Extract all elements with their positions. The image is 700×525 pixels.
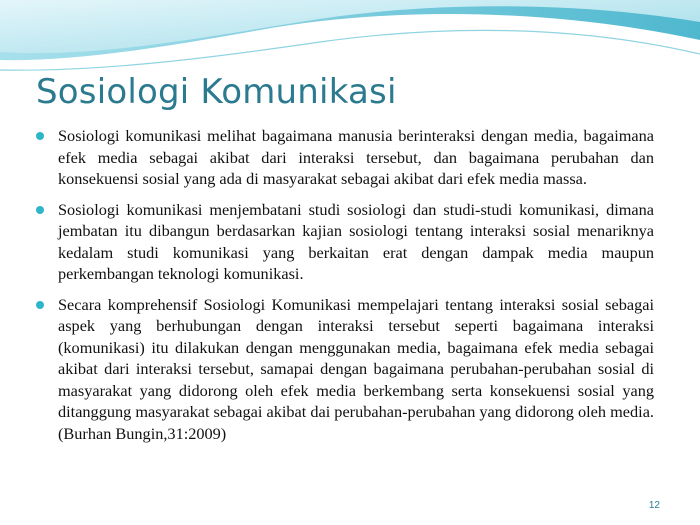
bullet-dot-icon <box>36 301 44 309</box>
bullet-item <box>36 199 654 285</box>
bullet-text: Sosiologi komunikasi melihat bagaimana manusia berinteraksi dengan media, bagaimana efek media sebagai akibat dari interaksi tersebut, dan bagaimana perubahan dan konsekuensi sosial yang ada di masyarakat sebagai akibat dari efek media massa. <box>58 126 654 188</box>
bullet-item <box>36 294 654 445</box>
slide-title: Sosiologi Komunikasi <box>36 72 397 112</box>
bullet-dot-icon <box>36 132 44 140</box>
bullet-text: Secara komprehensif Sosiologi Komunikasi mempelajari tentang interaksi sosial sebagai aspek yang berhubungan dengan interaksi tersebut seperti bagaimana interaksi (komunikasi) itu dilakukan dengan menggunakan media, bagaimana efek media sebagai akibat dari interaksi tersebut, samapai dengan bagaimana perubahan-perubahan sosial di masyarakat yang didorong oleh efek media berkembang serta konsekuensi sosial yang ditanggung masyarakat sebagai akibat dai perubahan-perubahan yang didorong oleh media. (Burhan Bungin,31:2009) <box>58 294 654 443</box>
bullet-dot-icon <box>36 206 44 214</box>
bullet-text: Sosiologi komunikasi menjembatani studi sosiologi dan studi-studi komunikasi, dimana jembatan itu dibangun berdasarkan kajian sosiologi tentang interaksi sosial menariknya kedalam studi komunikasi yang berkaitan erat dengan dampak media maupun perkembangan teknologi komunikasi. <box>58 199 654 283</box>
bullet-item <box>36 125 654 190</box>
page-number: 12 <box>648 500 660 511</box>
bullet-list <box>36 125 654 453</box>
